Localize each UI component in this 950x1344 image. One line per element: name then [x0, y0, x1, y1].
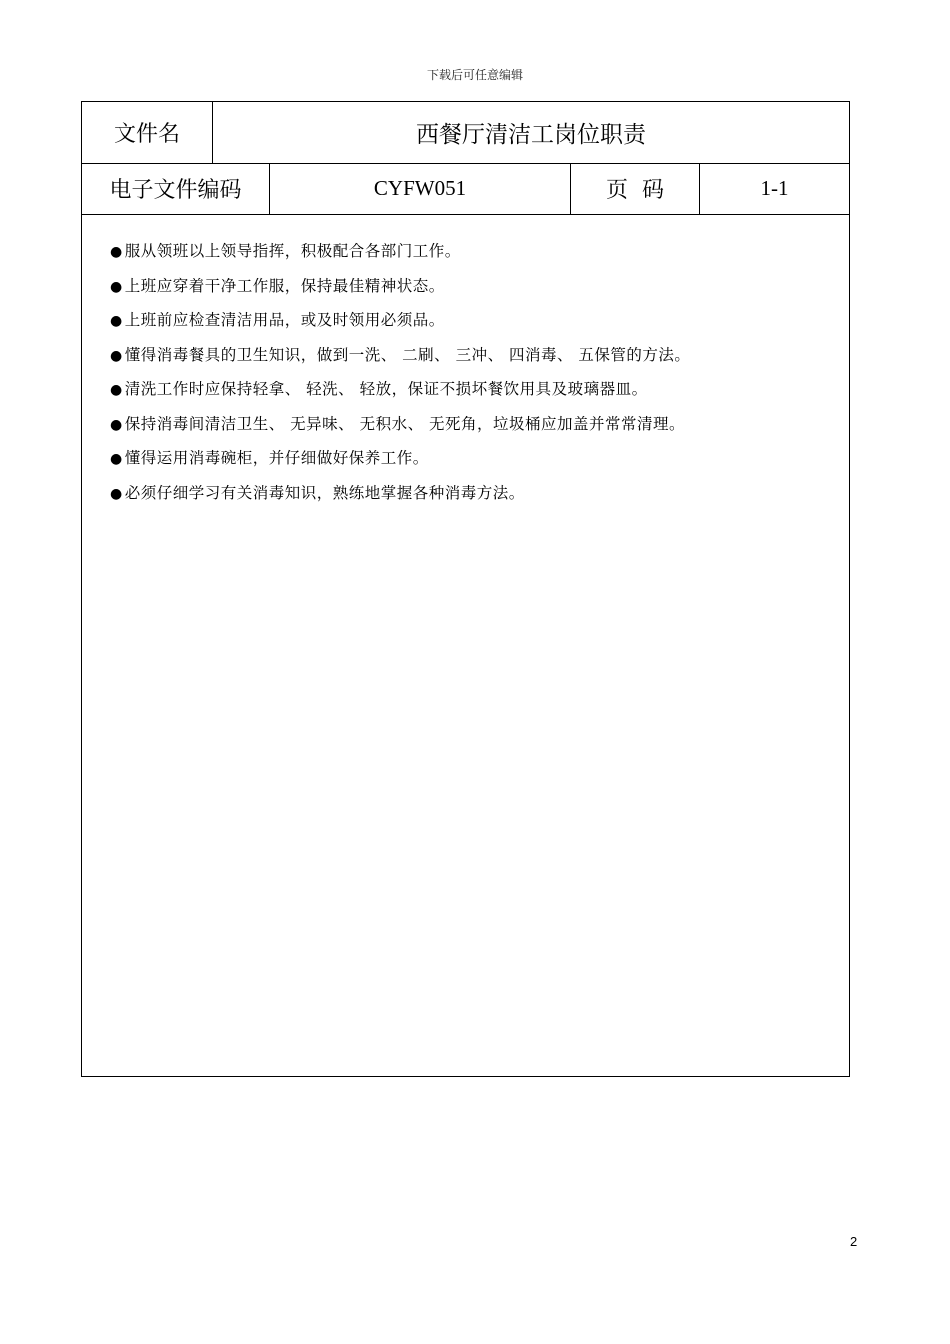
duties-list [110, 234, 839, 510]
list-item [110, 372, 839, 407]
list-item [110, 269, 839, 304]
list-item [110, 234, 839, 269]
duty-text: 保持消毒间清洁卫生、 无异味、 无积水、 无死角，垃圾桶应加盖并常常清理。 [124, 414, 686, 433]
file-name-label: 文件名 [82, 102, 213, 163]
list-item [110, 476, 839, 511]
page-value: 1-1 [760, 176, 789, 200]
bullet-icon: ● [110, 278, 123, 295]
list-item [110, 338, 839, 373]
duty-text: 服从领班以上领导指挥，积极配合各部门工作。 [124, 242, 461, 260]
document-table [81, 101, 850, 1077]
bullet-icon: ● [110, 313, 123, 329]
list-item [110, 441, 839, 476]
document-title: 西餐厅清洁工岗位职责 [416, 122, 646, 148]
list-item [110, 303, 839, 338]
page-label: 页 码 [571, 163, 700, 214]
duty-text: 清洗工作时应保持轻拿、 轻洗、 轻放，保证不损坏餐饮用具及玻璃器皿。 [124, 380, 648, 398]
bullet-icon: ● [110, 451, 123, 467]
duty-text: 懂得运用消毒碗柜，并仔细做好保养工作。 [124, 449, 429, 467]
code-label: 电子文件编码 [82, 163, 270, 214]
header-note: 下载后可任意编辑 [426, 68, 523, 82]
bullet-icon: ● [110, 416, 123, 433]
bullet-icon: ● [110, 485, 123, 502]
list-item [110, 407, 839, 442]
bullet-icon: ● [110, 382, 123, 398]
duty-text: 上班应穿着干净工作服，保持最佳精神状态。 [124, 276, 445, 295]
page-number: 2 [850, 1234, 858, 1249]
duty-text: 上班前应检查清洁用品，或及时领用必须品。 [124, 311, 445, 329]
code-value: CYFW051 [270, 163, 571, 214]
duty-text: 懂得消毒餐具的卫生知识，做到一洗、 二刷、 三冲、 四消毒、 五保管的方法。 [124, 345, 691, 364]
code-row [82, 163, 849, 215]
file-name-row [82, 102, 849, 164]
bullet-icon: ● [110, 347, 123, 364]
bullet-icon: ● [110, 244, 123, 260]
duty-text: 必须仔细学习有关消毒知识，熟练地掌握各种消毒方法。 [124, 483, 525, 502]
